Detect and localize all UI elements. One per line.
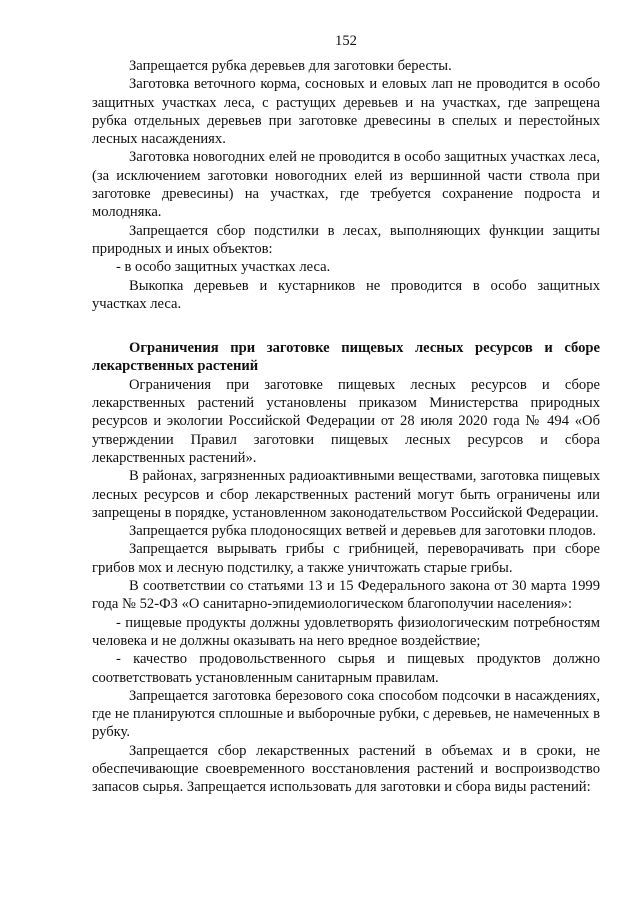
paragraph-restrictions-order: Ограничения при заготовке пищевых лесных ресурсов и сборе лекарственных растений установлены приказом Министерства природных ресурсов и экологии Российской Федерации от 28 июля 2020 года № 494 «Об утверждении Правил заготовки пищевых лесных ресурсов и сбора лекарственных растений». <box>92 376 600 466</box>
list-item-food-products: - пищевые продукты должны удовлетворять физиологическим потребностям человека и не должны оказывать на него вредное воздействие; <box>92 614 600 649</box>
section-heading: Ограничения при заготовке пищевых лесных ресурсов и сборе лекарственных растений <box>92 340 600 375</box>
paragraph-birch-bark: Запрещается рубка деревьев для заготовки бересты. <box>129 58 452 74</box>
paragraph-digging-trees: Выкопка деревьев и кустарников не проводится в особо защитных участках леса. <box>92 277 600 312</box>
paragraph-radioactive-areas: В районах, загрязненных радиоактивными веществами, заготовка пищевых лесных ресурсов и сбор лекарственных растений могут быть ограничены или запрещены в порядке, установленном законодательством Российской Федерации. <box>92 468 600 521</box>
document-page <box>92 32 600 797</box>
paragraph-mushrooms: Запрещается вырывать грибы с грибницей, переворачивать при сборе грибов мох и лесную подстилку, а также уничтожать старые грибы. <box>92 541 600 576</box>
page-number: 152 <box>335 33 357 49</box>
paragraph-litter-collection: Запрещается сбор подстилки в лесах, выполняющих функции защиты природных и иных объектов: <box>92 222 600 257</box>
paragraph-new-year-trees: Заготовка новогодних елей не проводится в особо защитных участках леса, (за исключением заготовки новогодних елей из вершинной части ствола при заготовке древесины) на участках, где требуется сохранение подроста и молодняка. <box>92 149 600 221</box>
paragraph-federal-law: В соответствии со статьями 13 и 15 Федерального закона от 30 марта 1999 года № 52-ФЗ «О санитарно-эпидемиологическом благополучии населения»: <box>92 578 600 613</box>
list-item-protected-areas: - в особо защитных участках леса. <box>116 259 331 276</box>
list-item-raw-materials: - качество продовольственного сырья и пищевых продуктов должно соответствовать установленным санитарным правилам. <box>92 651 600 686</box>
paragraph-medicinal-plants: Запрещается сбор лекарственных растений в объемах и в сроки, не обеспечивающие своевременного восстановления растений и воспроизводство запасов сырья. Запрещается использовать для заготовки и сбора виды растений: <box>92 742 600 796</box>
paragraph-fruit-branches: Запрещается рубка плодоносящих ветвей и деревьев для заготовки плодов. <box>129 523 597 540</box>
paragraph-birch-sap: Запрещается заготовка березового сока способом подсочки в насаждениях, где не планируются сплошные и выборочные рубки, с деревьев, не намеченных в рубку. <box>92 687 600 741</box>
paragraph-branch-fodder: Заготовка веточного корма, сосновых и еловых лап не проводится в особо защитных участках леса, с растущих деревьев и на участках, где запрещена рубка отдельных деревьев при заготовке древесины в спелых и перестойных лесных насаждениях. <box>92 76 600 148</box>
